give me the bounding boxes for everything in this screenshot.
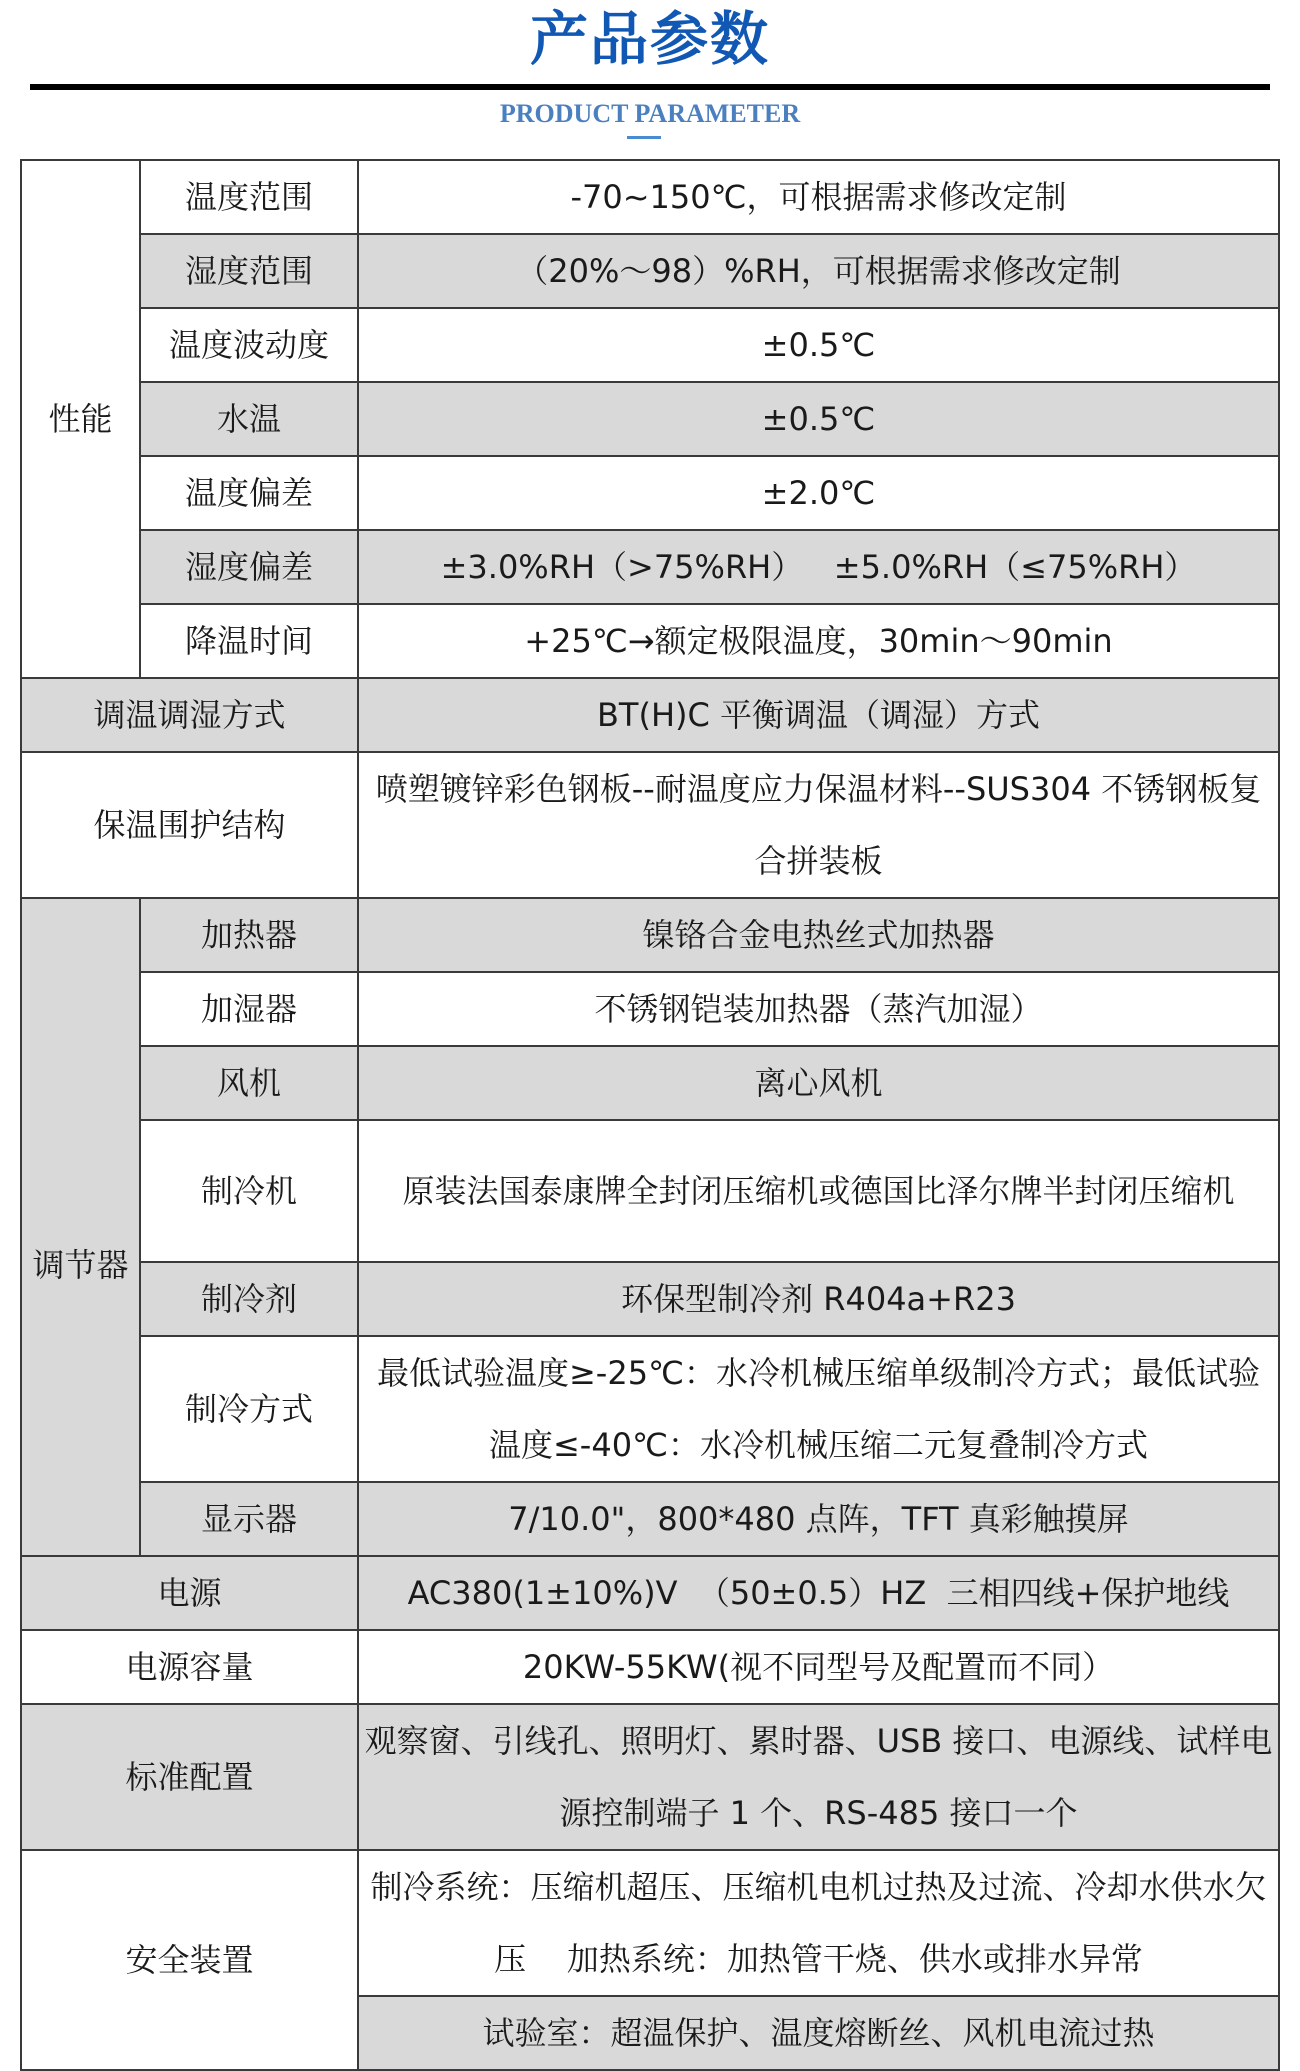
param-value: 离心风机 <box>358 1046 1279 1120</box>
table-row <box>21 1556 1279 1630</box>
table-row <box>21 898 1279 972</box>
param-label: 标准配置 <box>21 1704 358 1850</box>
title-divider <box>30 84 1270 90</box>
param-value: 试验室：超温保护、温度熔断丝、风机电流过热 <box>358 1996 1279 2070</box>
param-label: 温度范围 <box>140 160 358 234</box>
param-label: 制冷剂 <box>140 1262 358 1336</box>
param-value: 最低试验温度≥-25℃：水冷机械压缩单级制冷方式；最低试验温度≤-40℃：水冷机械压缩二元复叠制冷方式 <box>358 1336 1279 1482</box>
param-value: （20%～98）%RH，可根据需求修改定制 <box>358 234 1279 308</box>
table-row <box>21 530 1279 604</box>
table-row <box>21 604 1279 678</box>
table-row <box>21 234 1279 308</box>
param-value: 观察窗、引线孔、照明灯、累时器、USB 接口、电源线、试样电源控制端子 1 个、RS-485 接口一个 <box>358 1704 1279 1850</box>
param-value: +25℃→额定极限温度，30min～90min <box>358 604 1279 678</box>
param-value: ±0.5℃ <box>358 382 1279 456</box>
page-title: 产品参数 <box>529 5 770 73</box>
param-label: 降温时间 <box>140 604 358 678</box>
table-row <box>21 1120 1279 1262</box>
group-label-performance: 性能 <box>21 160 140 678</box>
param-label: 电源容量 <box>21 1630 358 1704</box>
table-row <box>21 382 1279 456</box>
table-row <box>21 972 1279 1046</box>
table-row <box>21 1046 1279 1120</box>
table-row <box>21 1630 1279 1704</box>
param-value: AC380(1±10%)V （50±0.5）HZ 三相四线+保护地线 <box>358 1556 1279 1630</box>
param-value: ±0.5℃ <box>358 308 1279 382</box>
table-row <box>21 160 1279 234</box>
param-value: BT(H)C 平衡调温（调湿）方式 <box>358 678 1279 752</box>
param-value: 喷塑镀锌彩色钢板--耐温度应力保温材料--SUS304 不锈钢板复合拼装板 <box>358 752 1279 898</box>
table-row <box>21 678 1279 752</box>
param-label: 保温围护结构 <box>21 752 358 898</box>
param-value: -70~150℃，可根据需求修改定制 <box>358 160 1279 234</box>
param-label: 调温调湿方式 <box>21 678 358 752</box>
param-value: 不锈钢铠装加热器（蒸汽加湿） <box>358 972 1279 1046</box>
table-row <box>21 1704 1279 1850</box>
param-label: 加湿器 <box>140 972 358 1046</box>
product-parameter-table <box>20 159 1280 2071</box>
param-value: 环保型制冷剂 R404a+R23 <box>358 1262 1279 1336</box>
param-label: 制冷机 <box>140 1120 358 1262</box>
param-label: 温度波动度 <box>140 308 358 382</box>
param-label: 湿度偏差 <box>140 530 358 604</box>
param-label: 安全装置 <box>21 1850 358 2070</box>
param-label: 加热器 <box>140 898 358 972</box>
group-label-regulator: 调节器 <box>21 898 140 1556</box>
table-row <box>21 1482 1279 1556</box>
table-row <box>21 456 1279 530</box>
param-label: 电源 <box>21 1556 358 1630</box>
param-label: 制冷方式 <box>140 1336 358 1482</box>
param-label: 温度偏差 <box>140 456 358 530</box>
table-row <box>21 1262 1279 1336</box>
table-row <box>21 308 1279 382</box>
subtitle-accent-bar <box>627 136 661 139</box>
table-row <box>21 752 1279 898</box>
table-row <box>21 1850 1279 1996</box>
table-row <box>21 1336 1279 1482</box>
param-value: 20KW-55KW(视不同型号及配置而不同） <box>358 1630 1279 1704</box>
param-value: 原装法国泰康牌全封闭压缩机或德国比泽尔牌半封闭压缩机 <box>358 1120 1279 1262</box>
param-label: 风机 <box>140 1046 358 1120</box>
param-label: 显示器 <box>140 1482 358 1556</box>
param-value: 镍铬合金电热丝式加热器 <box>358 898 1279 972</box>
param-value: ±2.0℃ <box>358 456 1279 530</box>
param-value: 7/10.0"，800*480 点阵，TFT 真彩触摸屏 <box>358 1482 1279 1556</box>
param-value: 制冷系统：压缩机超压、压缩机电机过热及过流、冷却水供水欠压 加热系统：加热管干烧、供水或排水异常 <box>358 1850 1279 1996</box>
param-label: 水温 <box>140 382 358 456</box>
param-value: ±3.0%RH（>75%RH） ±5.0%RH（≤75%RH） <box>358 530 1279 604</box>
page-subtitle: PRODUCT PARAMETER <box>499 99 801 128</box>
param-label: 湿度范围 <box>140 234 358 308</box>
